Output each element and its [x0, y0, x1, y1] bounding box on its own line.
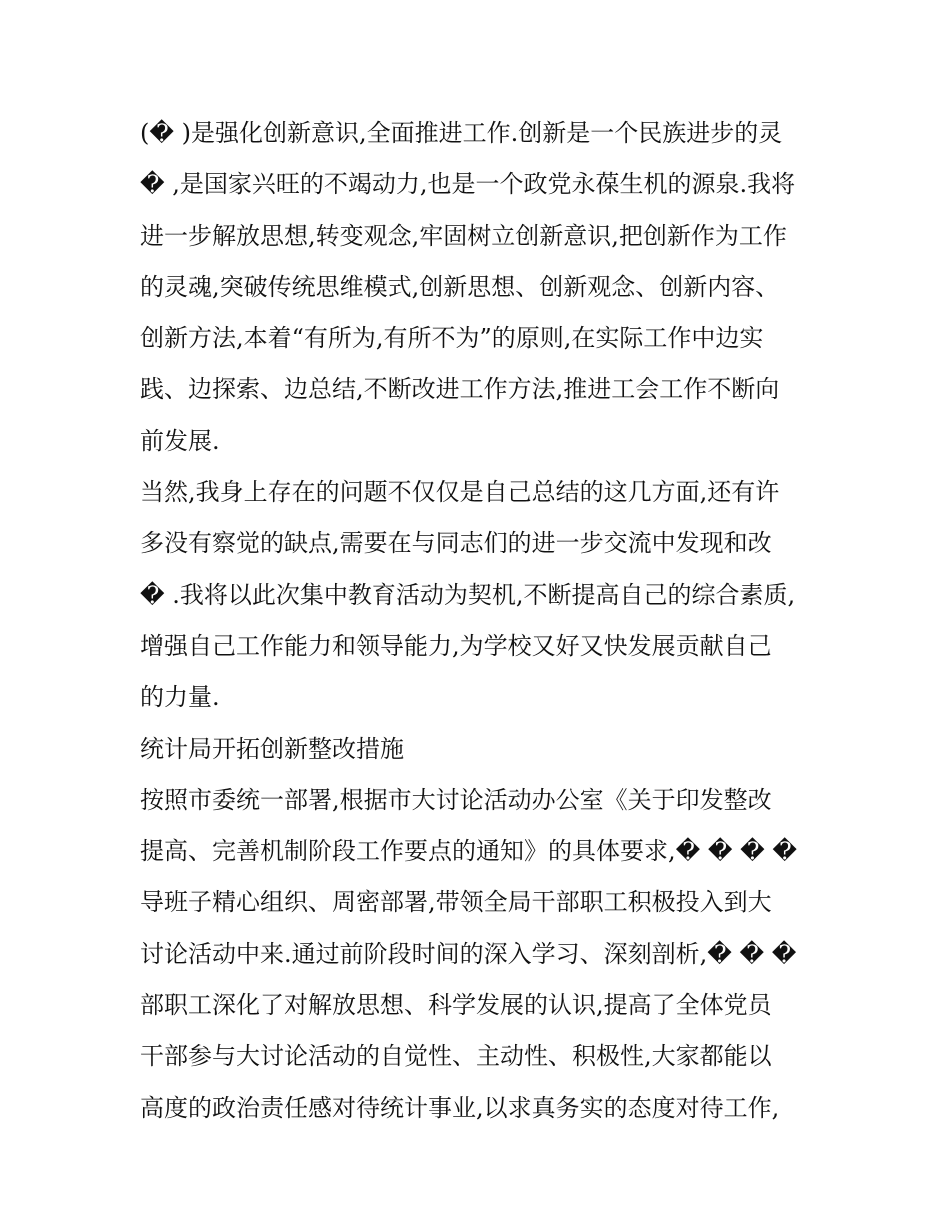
text-line: 提高、完善机制阶段工作要点的通知》的具体要求,� � � � [140, 837, 797, 866]
text-line: 前发展. [140, 426, 220, 455]
text-line: � ,是国家兴旺的不竭动力,也是一个政党永葆生机的源泉.我将 [140, 170, 796, 199]
text-line: (� )是强化创新意识,全面推进工作.创新是一个民族进步的灵 [140, 119, 783, 147]
text-line: 按照市委统一部署,根据市大讨论活动办公室《关于印发整改 [140, 785, 772, 814]
text-line: 的力量. [140, 683, 220, 712]
text-line: 的灵魂,突破传统思维模式,创新思想、创新观念、创新内容、 [140, 272, 780, 301]
text-line: 多没有察觉的缺点,需要在与同志们的进一步交流中发现和改 [140, 529, 772, 558]
section-heading: 统计局开拓创新整改措施 [140, 734, 404, 763]
text-line: 创新方法,本着“有所为,有所不为”的原则,在实际工作中边实 [140, 324, 764, 353]
text-line: 导班子精心组织、周密部署,带领全局干部职工积极投入到大 [140, 888, 772, 917]
text-line: 高度的政治责任感对待统计事业,以求真务实的态度对待工作, [140, 1093, 780, 1122]
text-line: � .我将以此次集中教育活动为契机,不断提高自己的综合素质, [140, 580, 796, 609]
text-line: 增强自己工作能力和领导能力,为学校又好又快发展贡献自己 [140, 631, 772, 660]
text-line: 讨论活动中来.通过前阶段时间的深入学习、深刻剖析,� � � [140, 939, 797, 968]
text-line: 进一步解放思想,转变观念,牢固树立创新意识,把创新作为工作 [140, 221, 787, 250]
text-line: 践、边探索、边总结,不断改进工作方法,推进工会工作不断向 [140, 375, 780, 404]
document-body [140, 108, 820, 1134]
text-line: 干部参与大讨论活动的自觉性、主动性、积极性,大家都能以 [140, 1042, 772, 1071]
text-line: 当然,我身上存在的问题不仅仅是自己总结的这几方面,还有许 [140, 478, 780, 507]
text-line: 部职工深化了对解放思想、科学发展的认识,提高了全体党员 [140, 991, 772, 1020]
